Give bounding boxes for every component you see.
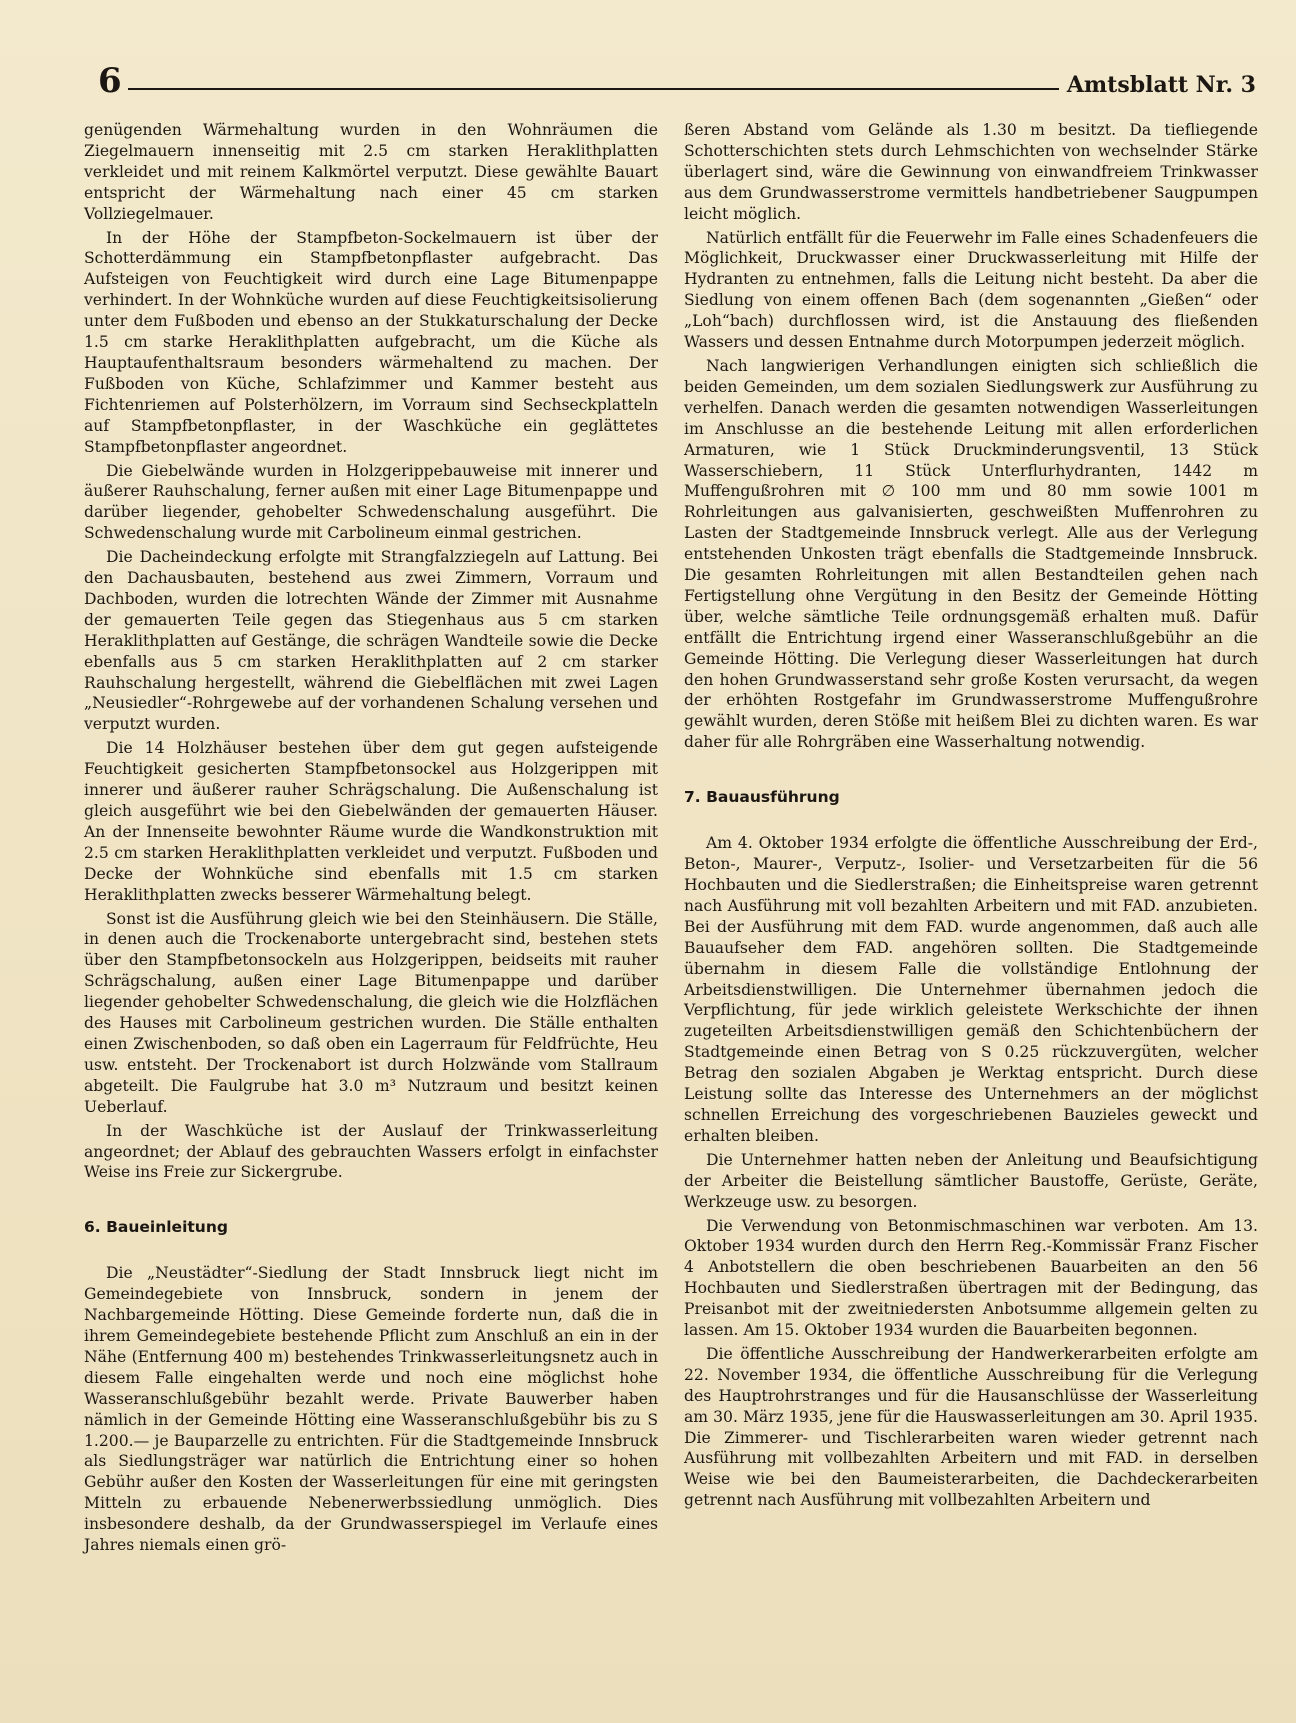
page-header — [98, 58, 1256, 101]
paragraph: In der Höhe der Stampfbeton-Sockelmauern ist über der Schotterdämmung ein Stampfbetonpflaster aufgebracht. Das Aufsteigen von Feuchtigkeit wird durch eine Lage Bitumenpappe verhindert. In der Wohnküche wurden auf diese Feuchtigkeitsisolierung unter dem Fußboden und ebenso an der Stukkaturschalung der Decke 1.5 cm starke Heraklithplatten aufgebracht, um die Küche als Hauptaufenthaltsraum besonders wärmehaltend zu machen. Der Fußboden von Küche, Schlafzimmer und Kammer besteht aus Fichtenriemen auf Polsterhölzern, im Vorraum sind Sechseckplatteln auf Stampfbetonpflaster, in der Waschküche ein geglättetes Stampfbetonpflaster angeordnet. — [84, 228, 658, 456]
publication-title: Amtsblatt Nr. 3 — [1066, 72, 1256, 98]
paragraph: Sonst ist die Ausführung gleich wie bei den Steinhäusern. Die Ställe, in denen auch die Trockenaborte untergebracht sind, bestehen stets über den Stampfbetonsockeln aus Holzgerippen, beidseits mit rauher Schrägschalung, außen einer Lage Bitumenpappe und darüber liegender gehobelter Schwedenschalung, die gleich wie die Holzflächen des Hauses mit Carbolineum gestrichen wurden. Die Ställe enthalten einen Zwischenboden, so daß oben ein Lagerraum für Feldfrüchte, Heu usw. entsteht. Der Trockenabort ist durch Holzwände vom Stallraum abgeteilt. Die Faulgrube hat 3.0 m³ Nutzraum und besitzt keinen Ueberlauf. — [84, 909, 658, 1116]
left-column — [84, 120, 658, 1723]
paragraph: In der Waschküche ist der Auslauf der Trinkwasserleitung angeordnet; der Ablauf des gebrauchten Wassers erfolgt in einfachster Weise ins Freie zur Sickergrube. — [84, 1121, 658, 1182]
header-rule — [128, 88, 1059, 90]
paragraph: Die „Neustädter“-Siedlung der Stadt Innsbruck liegt nicht im Gemeindegebiete von Innsbruck, sondern in jenem der Nachbargemeinde Hötting. Diese Gemeinde forderte nun, daß die in ihrem Gemeindegebiete bestehende Pflicht zum Anschluß an ein in der Nähe (Entfernung 400 m) bestehendes Trinkwasserleitungsnetz auch in diesem Falle eingehalten werde und noch eine möglichst hohe Wasseranschlußgebühr bezahlt werde. Private Bauwerber haben nämlich in der Gemeinde Hötting eine Wasseranschlußgebühr bis zu S 1.200.— je Bauparzelle zu entrichten. Für die Stadtgemeinde Innsbruck als Siedlungsträger war natürlich die Entrichtung einer so hohen Gebühr außer den Kosten der Wasserleitungen für eine mit geringsten Mitteln zu erbauende Nebenerwerbssiedlung unmöglich. Dies insbesondere deshalb, da der Grundwasserspiegel im Verlaufe eines Jahres niemals einen grö- — [84, 1264, 658, 1555]
paragraph: Am 4. Oktober 1934 erfolgte die öffentliche Ausschreibung der Erd-, Beton-, Maurer-, Verputz-, Isolier- und Versetzarbeiten für die 56 Hochbauten und die Siedlerstraßen; die Einheitspreise waren getrennt nach Ausführung mit voll bezahlten Arbeitern und mit FAD. anzubieten. Bei der Ausführung mit dem FAD. wurde angenommen, daß auch alle Bauaufseher dem FAD. angehören sollten. Die Stadtgemeinde übernahm in diesem Falle die vollständige Entlohnung der Arbeitsdienstwilligen. Die Unternehmer übernahmen jedoch die Verpflichtung, für jede wirklich geleistete Werkschichte der ihnen zugeteilten Arbeitsdienstwilligen gemäß den Schichtenbüchern der Stadtgemeinde einen Betrag von S 0.25 rückzuvergüten, welcher Betrag den sozialen Abgaben je Werktag entspricht. Durch diese Leistung sollte das Interesse des Unternehmers an der möglichst schnellen Erreichung des vorgeschriebenen Bauzieles geweckt und erhalten bleiben. — [684, 834, 1258, 1145]
right-column — [684, 120, 1258, 1723]
paragraph: Die Unternehmer hatten neben der Anleitung und Beaufsichtigung der Arbeiter die Beistellung sämtlicher Baustoffe, Gerüste, Geräte, Werkzeuge usw. zu besorgen. — [684, 1150, 1258, 1211]
paragraph: genügenden Wärmehaltung wurden in den Wohnräumen die Ziegelmauern innenseitig mit 2.5 cm starken Heraklithplatten verkleidet und mit reinem Kalkmörtel verputzt. Diese gewählte Bauart entspricht der Wärmehaltung nach einer 45 cm starken Vollziegelmauer. — [84, 121, 658, 223]
paragraph: Natürlich entfällt für die Feuerwehr im Falle eines Schadenfeuers die Möglichkeit, Druckwasser einer Druckwasserleitung mit Hilfe der Hydranten zu entnehmen, falls die Leitung nicht besteht. Da aber die Siedlung von einem offenen Bach (dem sogenannten „Gießen“ oder „Loh“bach) durchflossen wird, ist die Anstauung des fließenden Wassers und dessen Entnahme durch Motorpumpen jederzeit möglich. — [684, 228, 1258, 352]
page-number: 6 — [98, 61, 122, 101]
section-heading-6: 6. Baueinleitung — [84, 1218, 228, 1237]
paragraph: Die Verwendung von Betonmischmaschinen war verboten. Am 13. Oktober 1934 wurden durch den Herrn Reg.-Kommissär Franz Fischer 4 Anbotstellern die oben beschriebenen Bauarbeiten an den 56 Hochbauten und Siedlerstraßen übertragen mit der Bedingung, das Preisanbot mit der zweitniedersten Anbotsumme allgemein gelten zu lassen. Am 15. Oktober 1934 wurden die Bauarbeiten begonnen. — [684, 1216, 1258, 1340]
paragraph: Die 14 Holzhäuser bestehen über dem gut gegen aufsteigende Feuchtigkeit gesicherten Stampfbetonsockel aus Holzgerippen mit innerer und äußerer rauher Schrägschalung. Die Außenschalung ist gleich ausgeführt wie bei den Giebelwänden der gemauerten Häuser. An der Innenseite bewohnter Räume wurde die Wandkonstruktion mit 2.5 cm starken Heraklithplatten verkleidet und verputzt. Fußboden und Decke der Wohnküche sind ebenfalls mit 1.5 cm starken Heraklithplatten zwecks besserer Wärmehaltung belegt. — [84, 739, 658, 904]
paragraph: Die öffentliche Ausschreibung der Handwerkerarbeiten erfolgte am 22. November 1934, die öffentliche Ausschreibung für die Verlegung des Hauptrohrstranges und für die Hausanschlüsse der Wasserleitung am 30. März 1935, jene für die Hauswasserleitungen am 30. April 1935. Die Zimmerer- und Tischlerarbeiten waren wieder getrennt nach Ausführung mit vollbezahlten Arbeitern und mit FAD. in derselben Weise wie bei den Baumeisterarbeiten, die Dachdeckerarbeiten getrennt nach Ausführung mit vollbezahlten Arbeitern und — [684, 1344, 1258, 1510]
paragraph: Nach langwierigen Verhandlungen einigten sich schließlich die beiden Gemeinden, um dem sozialen Siedlungswerk zur Ausführung zu verhelfen. Danach werden die gesamten notwendigen Wasserleitungen im Anschlusse an die bestehende Leitung mit allen erforderlichen Armaturen, wie 1 Stück Druckminderungsventil, 13 Stück Wasserschiebern, 11 Stück Unterflurhydranten, 1442 m Muffengußrohren mit ∅ 100 mm und 80 mm sowie 1001 m Rohrleitungen aus galvanisierten, geschweißten Muffenrohren zu Lasten der Stadtgemeinde Innsbruck verlegt. Alle aus der Verlegung entstehenden Unkosten trägt ebenfalls die Stadtgemeinde Innsbruck. Die gesamten Rohrleitungen mit allen Bestandteilen gehen nach Fertigstellung ohne Vergütung in den Besitz der Gemeinde Hötting über, welche sämtliche Teile ordnungsgemäß erhalten muß. Dafür entfällt die Entrichtung irgend einer Wasseranschlußgebühr an die Gemeinde Hötting. Die Verlegung dieser Wasserleitungen hat durch den hohen Grundwasserstand sehr große Kosten verursacht, da wegen der erhöhten Rostgefahr im Grundwasserstrome Muffengußrohre gewählt wurden, deren Stöße mit heißem Blei zu dichten waren. Es war daher für alle Rohrgräben eine Wasserhaltung notwendig. — [684, 356, 1258, 752]
paragraph: Die Dacheindeckung erfolgte mit Strangfalzziegeln auf Lattung. Bei den Dachausbauten, bestehend aus zwei Zimmern, Vorraum und Dachboden, wurden die lotrechten Wände der Zimmer mit Ausnahme der gemauerten Teile gegen das Stiegenhaus aus 5 cm starken Heraklithplatten auf Gestänge, die schrägen Wandteile sowie die Decke ebenfalls aus 5 cm starken Heraklithplatten auf 2 cm starker Rauhschalung hergestellt, während die Giebelflächen mit zwei Lagen „Neusiedler“-Rohrgewebe auf der vorhandenen Schalung versehen und verputzt wurden. — [84, 548, 658, 734]
section-heading-7: 7. Bauausführung — [684, 788, 840, 807]
paragraph: ßeren Abstand vom Gelände als 1.30 m besitzt. Da tiefliegende Schotterschichten stets durch Lehmschichten von wechselnder Stärke überlagert sind, wäre die Gewinnung von einwandfreiem Trinkwasser aus dem Grundwasserstrome vermittels handbetriebener Saugpumpen leicht möglich. — [684, 121, 1258, 223]
paragraph: Die Giebelwände wurden in Holzgerippebauweise mit innerer und äußerer Rauhschalung, ferner außen mit einer Lage Bitumenpappe und darüber liegender, gehobelter Schwedenschalung ausgeführt. Die Schwedenschalung wurde mit Carbolineum einmal gestrichen. — [84, 461, 658, 543]
